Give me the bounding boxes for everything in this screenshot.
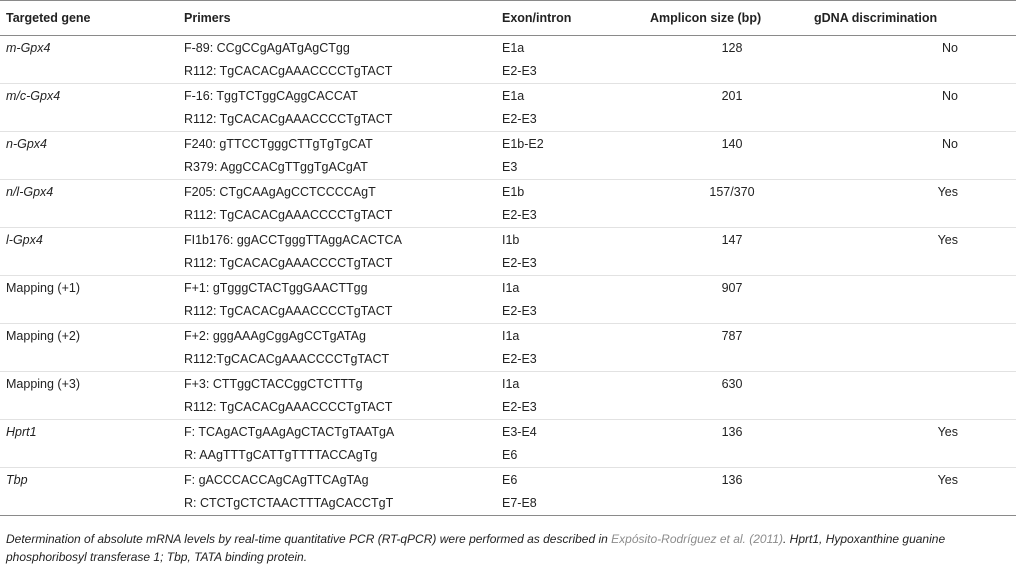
cell-targeted-gene [0, 252, 184, 276]
cell-primer: R: CTCTgCTCTAACTTTAgCACCTgT [184, 492, 502, 516]
cell-primer: F-16: TggTCTggCAggCACCAT [184, 84, 502, 108]
cell-targeted-gene: m-Gpx4 [6, 40, 51, 55]
cell-exon-intron: E2-E3 [502, 256, 537, 271]
cell-targeted-gene: Mapping (+1) [0, 276, 184, 300]
cell-targeted-gene [0, 396, 184, 420]
cell-amplicon-size [650, 348, 814, 372]
cell-targeted-gene: Hprt1 [0, 420, 184, 444]
cell-gdna-discrimination [814, 204, 1016, 228]
cell-targeted-gene: n-Gpx4 [0, 132, 184, 156]
cell-primer: F+1: gTgggCTACTggGAACTTgg [184, 276, 502, 300]
cell-gdna-discrimination: Yes [814, 420, 1016, 444]
cell-exon-intron: I1a [502, 276, 650, 300]
cell-primer: F+3: CTTggCTACCggCTCTTTg [184, 372, 502, 396]
cell-primer: F: gACCCACCAgCAgTTCAgTAg [184, 468, 502, 492]
cell-amplicon-size [650, 492, 814, 516]
cell-exon-intron: E6 [502, 468, 650, 492]
cell-gdna-discrimination [814, 444, 1016, 468]
header-amplicon-size: Amplicon size (bp) [650, 1, 814, 36]
cell-gdna-discrimination: No [814, 132, 1016, 156]
cell-gdna-discrimination [814, 300, 1016, 324]
cell-gdna-discrimination [814, 108, 1016, 132]
cell-gdna-discrimination: Yes [814, 228, 1016, 252]
table-header-row [0, 1, 1016, 36]
cell-gdna-discrimination [814, 396, 1016, 420]
cell-targeted-gene: l-Gpx4 [0, 228, 184, 252]
table-row [0, 276, 1016, 300]
cell-gdna-discrimination [814, 156, 1016, 180]
cell-amplicon-size [650, 396, 814, 420]
header-primers: Primers [184, 1, 502, 36]
cell-gdna-discrimination [814, 492, 1016, 516]
cell-targeted-gene [0, 108, 184, 132]
cell-gdna-discrimination [814, 252, 1016, 276]
cell-amplicon-size: 136 [650, 468, 814, 492]
cell-primer: F: TCAgACTgAAgAgCTACTgTAATgA [184, 420, 502, 444]
cell-gdna-discrimination: No [942, 40, 958, 55]
table-row [0, 420, 1016, 444]
cell-targeted-gene: Tbp [0, 468, 184, 492]
cell-exon-intron: E2-E3 [502, 64, 537, 79]
cell-amplicon-size [650, 156, 814, 180]
cell-exon-intron: E1a [502, 84, 650, 108]
cell-targeted-gene [0, 60, 184, 84]
footnote-text: Determination of absolute mRNA levels by real-time quantitative PCR (RT-qPCR) were performed as described in [6, 532, 612, 546]
table-row [0, 180, 1016, 204]
cell-amplicon-size [650, 108, 814, 132]
cell-primer: R112: TgCACACgAAACCCCTgTACT [184, 208, 393, 223]
cell-exon-intron: E6 [502, 448, 518, 463]
cell-amplicon-size: 907 [650, 276, 814, 300]
cell-primer: F+2: gggAAAgCggAgCCTgATAg [184, 324, 502, 348]
cell-exon-intron: E1a [502, 40, 525, 55]
footnote-text-end: . Hprt1, Hypoxanthine guanine phosphoribosyl transferase 1; Tbp, TATA binding protein. [6, 532, 946, 564]
footnote-citation-link[interactable]: Expósito-Rodríguez et al. (2011) [611, 532, 784, 546]
cell-amplicon-size: 630 [650, 372, 814, 396]
cell-primer: F-89: CCgCCgAgATgAgCTgg [184, 40, 350, 55]
header-gdna-discrimination: gDNA discrimination [814, 1, 1016, 36]
cell-exon-intron: E3-E4 [502, 420, 650, 444]
table-row [0, 252, 1016, 276]
cell-exon-intron: E1b-E2 [502, 132, 650, 156]
table-row [0, 60, 1016, 84]
cell-amplicon-size: 128 [721, 40, 743, 55]
header-targeted-gene: Targeted gene [0, 1, 184, 36]
cell-exon-intron: E2-E3 [502, 352, 537, 367]
table-row [0, 372, 1016, 396]
table-row [0, 204, 1016, 228]
table-row [0, 348, 1016, 372]
table-body [0, 36, 1016, 516]
cell-primer: F240: gTTCCTgggCTTgTgTgCAT [184, 132, 502, 156]
cell-amplicon-size: 147 [650, 228, 814, 252]
cell-gdna-discrimination [814, 276, 1016, 300]
cell-gdna-discrimination [814, 60, 1016, 84]
cell-targeted-gene: m/c-Gpx4 [0, 84, 184, 108]
cell-exon-intron: E3 [502, 160, 518, 175]
cell-targeted-gene [0, 492, 184, 516]
cell-primer: R112: TgCACACgAAACCCCTgTACT [184, 64, 393, 79]
cell-targeted-gene [0, 444, 184, 468]
table-row [0, 396, 1016, 420]
table-row [0, 324, 1016, 348]
cell-primer: R112: TgCACACgAAACCCCTgTACT [184, 304, 393, 319]
table-footnote [6, 530, 1010, 566]
cell-gdna-discrimination: No [814, 84, 1016, 108]
cell-amplicon-size [650, 300, 814, 324]
table-row [0, 156, 1016, 180]
cell-amplicon-size: 140 [650, 132, 814, 156]
header-exon-intron: Exon/intron [502, 1, 650, 36]
table-row [0, 84, 1016, 108]
table-row [0, 492, 1016, 516]
table-row [0, 444, 1016, 468]
cell-targeted-gene [0, 204, 184, 228]
cell-exon-intron: E2-E3 [502, 112, 537, 127]
table-row [0, 108, 1016, 132]
cell-gdna-discrimination: Yes [814, 180, 1016, 204]
table-row [0, 36, 1016, 60]
cell-primer: R379: AggCCACgTTggTgACgAT [184, 160, 368, 175]
cell-gdna-discrimination [814, 348, 1016, 372]
cell-gdna-discrimination [814, 324, 1016, 348]
cell-amplicon-size: 787 [650, 324, 814, 348]
cell-exon-intron: I1b [502, 228, 650, 252]
table-row [0, 300, 1016, 324]
cell-amplicon-size [650, 444, 814, 468]
cell-exon-intron: E2-E3 [502, 400, 537, 415]
cell-primer: FI1b176: ggACCTgggTTAggACACTCA [184, 228, 502, 252]
table-row [0, 468, 1016, 492]
cell-gdna-discrimination: Yes [814, 468, 1016, 492]
cell-amplicon-size: 201 [650, 84, 814, 108]
cell-amplicon-size [650, 252, 814, 276]
cell-primer: R112: TgCACACgAAACCCCTgTACT [184, 256, 393, 271]
cell-exon-intron: E2-E3 [502, 304, 537, 319]
cell-targeted-gene [0, 300, 184, 324]
cell-targeted-gene: Mapping (+3) [0, 372, 184, 396]
cell-primer: R: AAgTTTgCATTgTTTTACCAgTg [184, 448, 378, 463]
cell-primer: R112: TgCACACgAAACCCCTgTACT [184, 112, 393, 127]
table-row [0, 228, 1016, 252]
cell-gdna-discrimination [814, 372, 1016, 396]
cell-exon-intron: I1a [502, 372, 650, 396]
cell-exon-intron: E7-E8 [502, 492, 650, 516]
cell-targeted-gene [0, 156, 184, 180]
cell-targeted-gene: Mapping (+2) [0, 324, 184, 348]
cell-primer: R112:TgCACACgAAACCCCTgTACT [184, 352, 390, 367]
table-row [0, 132, 1016, 156]
cell-exon-intron: E1b [502, 180, 650, 204]
cell-targeted-gene [0, 348, 184, 372]
cell-amplicon-size: 136 [650, 420, 814, 444]
cell-primer: F205: CTgCAAgAgCCTCCCCAgT [184, 180, 502, 204]
cell-amplicon-size [650, 60, 814, 84]
cell-exon-intron: I1a [502, 324, 650, 348]
cell-amplicon-size: 157/370 [650, 180, 814, 204]
cell-targeted-gene: n/l-Gpx4 [0, 180, 184, 204]
cell-primer: R112: TgCACACgAAACCCCTgTACT [184, 400, 393, 415]
cell-exon-intron: E2-E3 [502, 208, 537, 223]
cell-amplicon-size [650, 204, 814, 228]
